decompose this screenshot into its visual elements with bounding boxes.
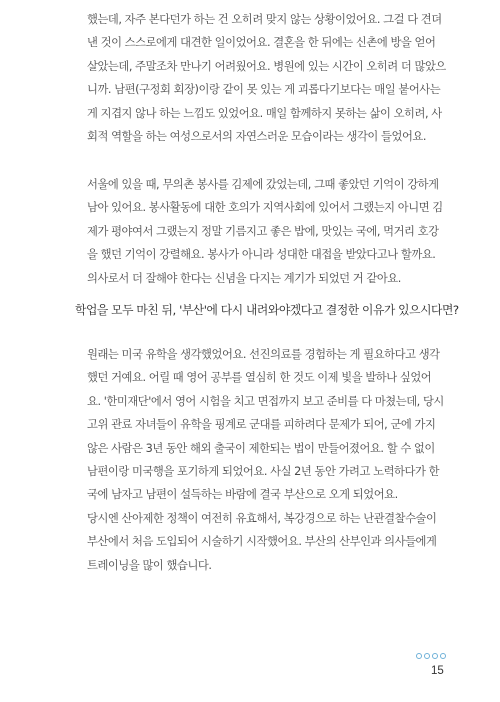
circle-dot-icon	[440, 653, 446, 659]
circle-dot-icon	[432, 653, 438, 659]
text-line: 서울에 있을 때, 무의촌 봉사를 김제에 갔었는데, 그때 좋았던 기억이 강하게	[87, 178, 439, 191]
text-line: 을 했던 기억이 강렬해요. 봉사가 아니라 성대한 대접을 받았다고나 할까요.	[87, 248, 436, 262]
text-line: 트레이닝을 많이 했습니다.	[87, 558, 212, 572]
text-line: 국에 남자고 남편이 설득하는 바람에 결국 부산으로 오게 되었어요.	[87, 488, 398, 502]
text-line: 남편이랑 미국행을 포기하게 되었어요. 사실 2년 동안 가려고 노력하다가 한	[87, 464, 440, 478]
text-line: 했는데, 자주 본다던가 하는 건 오히려 맞지 않는 상황이었어요. 그걸 다 견뎌	[87, 13, 442, 26]
text-line: 요. '한미재단'에서 영어 시험을 치고 면접까지 보고 준비를 다 마쳤는데, 당시	[87, 394, 444, 408]
text-line: 남아 있어요. 봉사활동에 대한 호의가 지역사회에 있어서 그랬는지 아니면 김	[87, 201, 443, 215]
text-line: 회적 역할을 하는 여성으로서의 자연스러운 모습이라는 생각이 들었어요.	[87, 129, 427, 143]
text-line: 의사로서 더 잘해야 한다는 신념을 다지는 계기가 되었던 거 같아요.	[87, 271, 401, 285]
text-line: 원래는 미국 유학을 생각했었어요. 선진의료를 경험하는 게 필요하다고 생각	[87, 348, 440, 361]
text-line: 부산에서 처음 도입되어 시술하기 시작했어요. 부산의 산부인과 의사들에게	[87, 535, 437, 549]
text-line: 살았는데, 주말조차 만나기 어려웠어요. 병원에 있는 시간이 오히려 더 많았으	[87, 59, 446, 73]
page-number: 15	[431, 665, 444, 677]
body-paragraph	[87, 8, 447, 148]
body-paragraph	[87, 343, 447, 577]
text-line: 낸 것이 스스로에게 대견한 일이었어요. 결혼을 한 뒤에는 신촌에 방을 얻어	[87, 36, 436, 50]
interview-question: 학업을 모두 마친 뒤, '부산'에 다시 내려와야겠다고 결정한 이유가 있으시다면?	[75, 303, 459, 317]
text-line: 고위 관료 자녀들이 유학을 핑계로 군대를 피하려다 문제가 되어, 군에 가지	[87, 418, 436, 432]
body-paragraph	[87, 173, 447, 290]
text-line: 니까. 남편(구정회 회장)이랑 같이 못 있는 게 괴롭다기보다는 매일 붙어사는	[87, 83, 441, 97]
circle-dot-icon	[416, 653, 422, 659]
text-line: 제가 평야여서 그랬는지 정말 기름지고 좋은 밥에, 맛있는 국에, 먹거리 호강	[87, 224, 439, 238]
text-line: 당시엔 산아제한 정책이 여전히 유효해서, 복강경으로 하는 난관결찰수술이	[87, 511, 437, 525]
decorative-dots	[416, 653, 446, 659]
text-line: 했던 거예요. 어릴 때 영어 공부를 열심히 한 것도 이제 빛을 발하나 싶었어	[87, 371, 432, 385]
circle-dot-icon	[424, 653, 430, 659]
text-line: 않은 사람은 3년 동안 해외 출국이 제한되는 법이 만들어졌어요. 할 수 없이	[87, 441, 435, 455]
text-line: 게 지겹지 않나 하는 느낌도 있었어요. 매일 함께하지 못하는 삶이 오히려, 사	[87, 106, 442, 120]
